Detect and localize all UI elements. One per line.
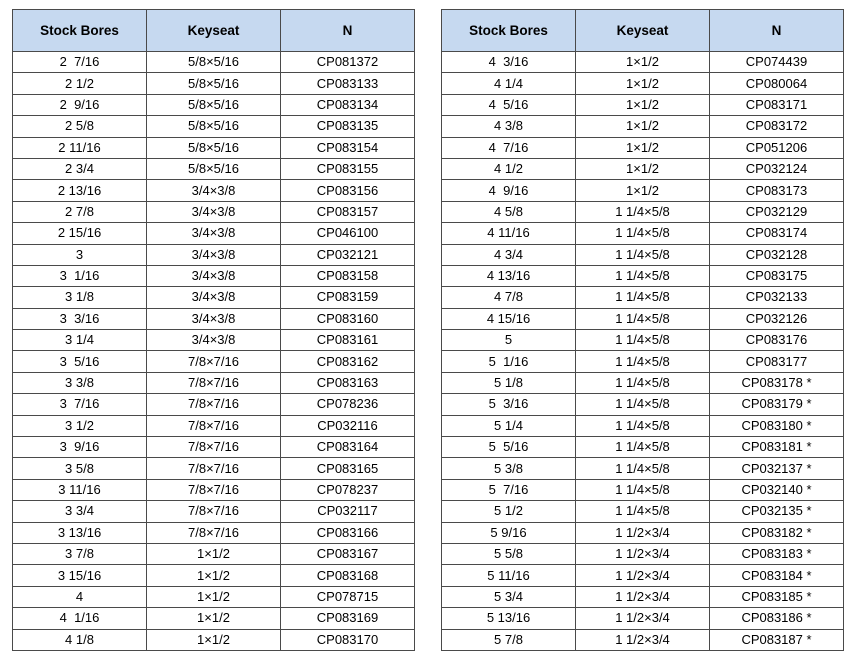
stock-bore-cell: 2 7/16 xyxy=(13,52,147,73)
keyseat-cell: 1 1/4×5/8 xyxy=(576,308,710,329)
part-number-cell: CP083168 xyxy=(281,565,415,586)
keyseat-cell: 1×1/2 xyxy=(576,158,710,179)
keyseat-cell: 5/8×5/16 xyxy=(147,116,281,137)
table-row xyxy=(13,458,415,479)
part-number-cell: CP083135 xyxy=(281,116,415,137)
stock-bore-cell: 4 5/8 xyxy=(442,201,576,222)
stock-bore-cell: 3 13/16 xyxy=(13,522,147,543)
part-number-cell: CP083166 xyxy=(281,522,415,543)
keyseat-cell: 5/8×5/16 xyxy=(147,52,281,73)
keyseat-cell: 1 1/4×5/8 xyxy=(576,351,710,372)
table-row xyxy=(13,415,415,436)
table-row xyxy=(442,287,844,308)
stock-bores-table-left xyxy=(12,9,415,651)
table-row xyxy=(13,158,415,179)
part-number-cell: CP083169 xyxy=(281,608,415,629)
stock-bore-cell: 4 11/16 xyxy=(442,223,576,244)
table-row xyxy=(13,608,415,629)
stock-bore-cell: 4 1/4 xyxy=(442,73,576,94)
part-number-cell: CP032126 xyxy=(710,308,844,329)
keyseat-cell: 5/8×5/16 xyxy=(147,94,281,115)
table-row xyxy=(13,351,415,372)
keyseat-cell: 1 1/2×3/4 xyxy=(576,565,710,586)
table-body-left xyxy=(13,52,415,651)
stock-bore-cell: 2 5/8 xyxy=(13,116,147,137)
table-row xyxy=(13,586,415,607)
table-row xyxy=(442,330,844,351)
part-number-cell: CP083186 * xyxy=(710,608,844,629)
part-number-cell: CP032121 xyxy=(281,244,415,265)
table-row xyxy=(13,479,415,500)
header-n: N xyxy=(710,10,844,52)
keyseat-cell: 1 1/4×5/8 xyxy=(576,479,710,500)
stock-bore-cell: 4 15/16 xyxy=(442,308,576,329)
part-number-cell: CP083179 * xyxy=(710,394,844,415)
table-row xyxy=(442,415,844,436)
stock-bore-cell: 5 7/16 xyxy=(442,479,576,500)
stock-bore-cell: 3 1/16 xyxy=(13,265,147,286)
part-number-cell: CP083154 xyxy=(281,137,415,158)
part-number-cell: CP083161 xyxy=(281,330,415,351)
part-number-cell: CP083134 xyxy=(281,94,415,115)
header-stock-bores: Stock Bores xyxy=(442,10,576,52)
part-number-cell: CP083156 xyxy=(281,180,415,201)
part-number-cell: CP083133 xyxy=(281,73,415,94)
keyseat-cell: 5/8×5/16 xyxy=(147,137,281,158)
part-number-cell: CP083180 * xyxy=(710,415,844,436)
table-row xyxy=(442,244,844,265)
keyseat-cell: 7/8×7/16 xyxy=(147,501,281,522)
table-row xyxy=(442,458,844,479)
stock-bore-cell: 5 3/16 xyxy=(442,394,576,415)
keyseat-cell: 3/4×3/8 xyxy=(147,244,281,265)
part-number-cell: CP032129 xyxy=(710,201,844,222)
table-row xyxy=(13,522,415,543)
table-row xyxy=(13,244,415,265)
part-number-cell: CP083158 xyxy=(281,265,415,286)
keyseat-cell: 1 1/4×5/8 xyxy=(576,201,710,222)
part-number-cell: CP083159 xyxy=(281,287,415,308)
keyseat-cell: 1×1/2 xyxy=(576,137,710,158)
part-number-cell: CP083167 xyxy=(281,543,415,564)
keyseat-cell: 1 1/4×5/8 xyxy=(576,265,710,286)
part-number-cell: CP083176 xyxy=(710,330,844,351)
table-row xyxy=(13,223,415,244)
table-row xyxy=(442,180,844,201)
keyseat-cell: 3/4×3/8 xyxy=(147,201,281,222)
part-number-cell: CP032116 xyxy=(281,415,415,436)
table-body-right xyxy=(442,52,844,651)
keyseat-cell: 7/8×7/16 xyxy=(147,372,281,393)
stock-bore-cell: 4 9/16 xyxy=(442,180,576,201)
part-number-cell: CP032140 * xyxy=(710,479,844,500)
keyseat-cell: 1 1/4×5/8 xyxy=(576,287,710,308)
part-number-cell: CP051206 xyxy=(710,137,844,158)
stock-bore-cell: 5 9/16 xyxy=(442,522,576,543)
keyseat-cell: 1 1/4×5/8 xyxy=(576,458,710,479)
stock-bore-cell: 3 1/8 xyxy=(13,287,147,308)
part-number-cell: CP083181 * xyxy=(710,437,844,458)
table-row xyxy=(442,479,844,500)
keyseat-cell: 5/8×5/16 xyxy=(147,158,281,179)
header-keyseat: Keyseat xyxy=(147,10,281,52)
keyseat-cell: 1 1/2×3/4 xyxy=(576,543,710,564)
part-number-cell: CP083163 xyxy=(281,372,415,393)
stock-bore-cell: 2 9/16 xyxy=(13,94,147,115)
keyseat-cell: 1 1/4×5/8 xyxy=(576,437,710,458)
stock-bore-cell: 3 11/16 xyxy=(13,479,147,500)
table-row xyxy=(442,158,844,179)
stock-bore-cell: 3 7/16 xyxy=(13,394,147,415)
table-row xyxy=(442,565,844,586)
header-keyseat: Keyseat xyxy=(576,10,710,52)
part-number-cell: CP083175 xyxy=(710,265,844,286)
part-number-cell: CP080064 xyxy=(710,73,844,94)
table-row xyxy=(442,201,844,222)
table-row xyxy=(13,330,415,351)
part-number-cell: CP078236 xyxy=(281,394,415,415)
stock-bore-cell: 5 3/8 xyxy=(442,458,576,479)
keyseat-cell: 1×1/2 xyxy=(576,94,710,115)
stock-bore-cell: 3 7/8 xyxy=(13,543,147,564)
stock-bore-cell: 4 xyxy=(13,586,147,607)
stock-bore-cell: 3 1/2 xyxy=(13,415,147,436)
stock-bore-cell: 3 xyxy=(13,244,147,265)
keyseat-cell: 7/8×7/16 xyxy=(147,394,281,415)
stock-bore-cell: 4 7/16 xyxy=(442,137,576,158)
table-row xyxy=(442,501,844,522)
stock-bore-cell: 5 1/16 xyxy=(442,351,576,372)
part-number-cell: CP083171 xyxy=(710,94,844,115)
part-number-cell: CP032135 * xyxy=(710,501,844,522)
table-row xyxy=(442,265,844,286)
stock-bore-cell: 3 9/16 xyxy=(13,437,147,458)
part-number-cell: CP083155 xyxy=(281,158,415,179)
part-number-cell: CP083174 xyxy=(710,223,844,244)
keyseat-cell: 1 1/2×3/4 xyxy=(576,608,710,629)
table-row xyxy=(13,372,415,393)
stock-bore-cell: 5 5/8 xyxy=(442,543,576,564)
table-row xyxy=(442,223,844,244)
part-number-cell: CP083160 xyxy=(281,308,415,329)
stock-bore-cell: 4 13/16 xyxy=(442,265,576,286)
part-number-cell: CP083170 xyxy=(281,629,415,650)
part-number-cell: CP078237 xyxy=(281,479,415,500)
stock-bore-cell: 5 11/16 xyxy=(442,565,576,586)
stock-bore-cell: 3 5/16 xyxy=(13,351,147,372)
table-row xyxy=(442,94,844,115)
stock-bore-cell: 3 1/4 xyxy=(13,330,147,351)
keyseat-cell: 1 1/4×5/8 xyxy=(576,244,710,265)
stock-bore-cell: 2 15/16 xyxy=(13,223,147,244)
keyseat-cell: 1 1/2×3/4 xyxy=(576,522,710,543)
table-row xyxy=(13,501,415,522)
keyseat-cell: 1 1/4×5/8 xyxy=(576,394,710,415)
keyseat-cell: 1 1/4×5/8 xyxy=(576,223,710,244)
part-number-cell: CP046100 xyxy=(281,223,415,244)
part-number-cell: CP083172 xyxy=(710,116,844,137)
stock-bore-cell: 4 1/16 xyxy=(13,608,147,629)
keyseat-cell: 1×1/2 xyxy=(576,73,710,94)
part-number-cell: CP083177 xyxy=(710,351,844,372)
table-row xyxy=(13,180,415,201)
part-number-cell: CP083182 * xyxy=(710,522,844,543)
keyseat-cell: 3/4×3/8 xyxy=(147,308,281,329)
stock-bore-cell: 3 3/16 xyxy=(13,308,147,329)
keyseat-cell: 1 1/4×5/8 xyxy=(576,501,710,522)
table-row xyxy=(13,52,415,73)
keyseat-cell: 1 1/4×5/8 xyxy=(576,330,710,351)
stock-bore-cell: 4 1/2 xyxy=(442,158,576,179)
stock-bores-table-right xyxy=(441,9,844,651)
stock-bore-cell: 2 3/4 xyxy=(13,158,147,179)
part-number-cell: CP083178 * xyxy=(710,372,844,393)
stock-bore-cell: 5 1/8 xyxy=(442,372,576,393)
part-number-cell: CP083157 xyxy=(281,201,415,222)
stock-bore-cell: 5 1/4 xyxy=(442,415,576,436)
stock-bore-cell: 5 13/16 xyxy=(442,608,576,629)
table-row xyxy=(13,265,415,286)
keyseat-cell: 1×1/2 xyxy=(147,586,281,607)
header-row xyxy=(13,10,415,52)
keyseat-cell: 7/8×7/16 xyxy=(147,437,281,458)
keyseat-cell: 1×1/2 xyxy=(147,543,281,564)
part-number-cell: CP083183 * xyxy=(710,543,844,564)
part-number-cell: CP083165 xyxy=(281,458,415,479)
stock-bore-cell: 5 xyxy=(442,330,576,351)
stock-bore-cell: 5 3/4 xyxy=(442,586,576,607)
table-row xyxy=(13,287,415,308)
stock-bore-cell: 5 1/2 xyxy=(442,501,576,522)
keyseat-cell: 3/4×3/8 xyxy=(147,180,281,201)
table-row xyxy=(442,73,844,94)
keyseat-cell: 1×1/2 xyxy=(576,180,710,201)
keyseat-cell: 1×1/2 xyxy=(576,52,710,73)
table-row xyxy=(442,522,844,543)
stock-bore-cell: 5 7/8 xyxy=(442,629,576,650)
part-number-cell: CP032137 * xyxy=(710,458,844,479)
table-row xyxy=(442,52,844,73)
stock-bore-cell: 3 3/4 xyxy=(13,501,147,522)
table-row xyxy=(442,351,844,372)
keyseat-cell: 7/8×7/16 xyxy=(147,522,281,543)
keyseat-cell: 3/4×3/8 xyxy=(147,223,281,244)
stock-bore-cell: 4 1/8 xyxy=(13,629,147,650)
table-row xyxy=(13,629,415,650)
table-row xyxy=(442,116,844,137)
table-row xyxy=(13,73,415,94)
table-row xyxy=(13,565,415,586)
keyseat-cell: 1 1/4×5/8 xyxy=(576,415,710,436)
part-number-cell: CP078715 xyxy=(281,586,415,607)
table-row xyxy=(13,394,415,415)
table-row xyxy=(442,394,844,415)
stock-bore-cell: 3 15/16 xyxy=(13,565,147,586)
part-number-cell: CP083184 * xyxy=(710,565,844,586)
keyseat-cell: 1×1/2 xyxy=(147,608,281,629)
stock-bore-cell: 4 3/4 xyxy=(442,244,576,265)
table-row xyxy=(442,629,844,650)
table-row xyxy=(442,308,844,329)
keyseat-cell: 7/8×7/16 xyxy=(147,351,281,372)
part-number-cell: CP081372 xyxy=(281,52,415,73)
table-row xyxy=(442,372,844,393)
table-row xyxy=(13,308,415,329)
table-row xyxy=(13,94,415,115)
stock-bore-cell: 2 11/16 xyxy=(13,137,147,158)
stock-bore-cell: 4 3/16 xyxy=(442,52,576,73)
part-number-cell: CP032128 xyxy=(710,244,844,265)
stock-bore-cell: 4 7/8 xyxy=(442,287,576,308)
keyseat-cell: 1 1/2×3/4 xyxy=(576,586,710,607)
stock-bore-cell: 4 5/16 xyxy=(442,94,576,115)
table-row xyxy=(13,201,415,222)
part-number-cell: CP074439 xyxy=(710,52,844,73)
part-number-cell: CP083187 * xyxy=(710,629,844,650)
table-row xyxy=(13,437,415,458)
keyseat-cell: 7/8×7/16 xyxy=(147,479,281,500)
part-number-cell: CP083162 xyxy=(281,351,415,372)
part-number-cell: CP083173 xyxy=(710,180,844,201)
keyseat-cell: 5/8×5/16 xyxy=(147,73,281,94)
keyseat-cell: 1 1/2×3/4 xyxy=(576,629,710,650)
part-number-cell: CP032133 xyxy=(710,287,844,308)
part-number-cell: CP083185 * xyxy=(710,586,844,607)
part-number-cell: CP083164 xyxy=(281,437,415,458)
table-row xyxy=(13,137,415,158)
table-row xyxy=(442,543,844,564)
stock-bore-cell: 2 1/2 xyxy=(13,73,147,94)
stock-bore-cell: 3 5/8 xyxy=(13,458,147,479)
keyseat-cell: 3/4×3/8 xyxy=(147,265,281,286)
keyseat-cell: 1×1/2 xyxy=(576,116,710,137)
keyseat-cell: 7/8×7/16 xyxy=(147,458,281,479)
table-row xyxy=(442,586,844,607)
keyseat-cell: 1×1/2 xyxy=(147,629,281,650)
header-stock-bores: Stock Bores xyxy=(13,10,147,52)
keyseat-cell: 3/4×3/8 xyxy=(147,330,281,351)
keyseat-cell: 3/4×3/8 xyxy=(147,287,281,308)
keyseat-cell: 1×1/2 xyxy=(147,565,281,586)
table-row xyxy=(13,116,415,137)
table-row xyxy=(442,437,844,458)
table-row xyxy=(442,608,844,629)
part-number-cell: CP032117 xyxy=(281,501,415,522)
stock-bore-cell: 2 13/16 xyxy=(13,180,147,201)
stock-bore-cell: 3 3/8 xyxy=(13,372,147,393)
stock-bore-cell: 4 3/8 xyxy=(442,116,576,137)
table-row xyxy=(442,137,844,158)
stock-bore-cell: 5 5/16 xyxy=(442,437,576,458)
keyseat-cell: 7/8×7/16 xyxy=(147,415,281,436)
header-n: N xyxy=(281,10,415,52)
table-row xyxy=(13,543,415,564)
header-row xyxy=(442,10,844,52)
keyseat-cell: 1 1/4×5/8 xyxy=(576,372,710,393)
stock-bore-cell: 2 7/8 xyxy=(13,201,147,222)
part-number-cell: CP032124 xyxy=(710,158,844,179)
